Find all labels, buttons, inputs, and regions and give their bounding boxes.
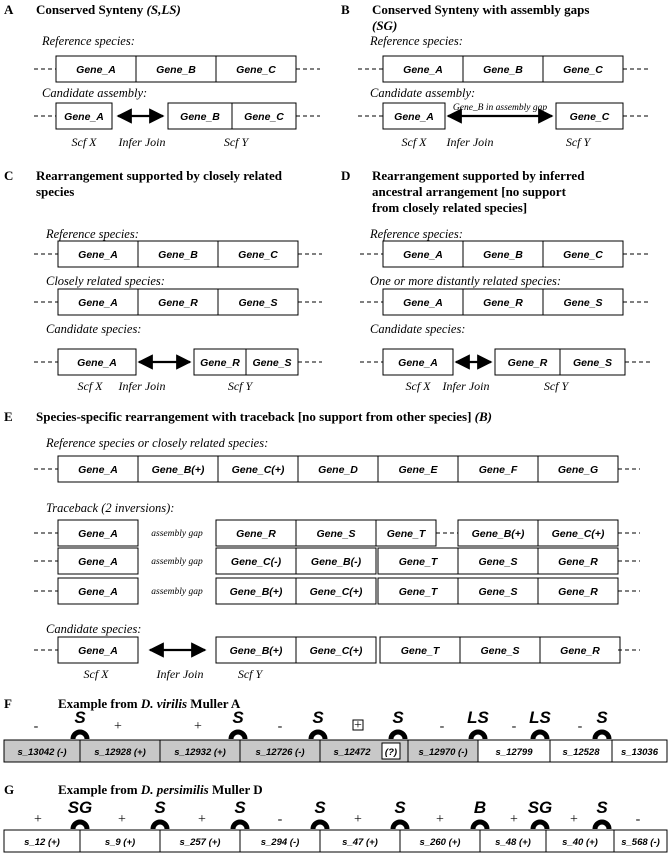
panel-g-scaffold-label-0: s_12 (+) [24, 837, 60, 848]
panel-f-junction-label-5: LS [529, 708, 551, 727]
panel-f-scaffold-label-3: s_12726 (-) [255, 747, 305, 758]
panel-f-orient-1: + [114, 719, 122, 734]
panel-g-scaffold-label-8: s_568 (-) [621, 837, 660, 848]
panel-e-title: Species-specific rearrangement with traceback [no support from other species] (B) [36, 409, 493, 424]
panel-b-gap-note: Gene_B in assembly gap [452, 103, 548, 113]
panel-g-junction-label-3: S [314, 798, 326, 817]
panel-g-orient-4: + [354, 812, 362, 827]
panel-g-junction-label-2: S [234, 798, 246, 817]
panel-g-orient-0: + [34, 812, 42, 827]
panel-e-tb-row0-t-label-0: Gene_T [386, 528, 426, 540]
panel-g-junction-label-6: SG [527, 798, 553, 817]
panel-e-tb-row2-mid-label-0: Gene_B(+) [229, 586, 283, 598]
panel-c-scf-y: Scf Y [227, 379, 253, 393]
panel-f-scaffold-label-0: s_13042 (-) [17, 747, 67, 758]
panel-f-junction-label-3: S [392, 708, 404, 727]
panel-b-ref-label: Reference species: [370, 34, 463, 48]
panel-g-junction-label-4: S [394, 798, 406, 817]
panel-e-ref-gene-label-2: Gene_C(+) [231, 464, 285, 476]
panel-g-junction-arc-2 [233, 822, 247, 829]
panel-g-junction-arc-7 [595, 822, 609, 829]
panel-g-scaffold-label-2: s_257 (+) [179, 837, 221, 848]
panel-d-cand-right-gene-label-1: Gene_S [572, 357, 613, 369]
panel-e-ref-gene-label-4: Gene_E [398, 464, 438, 476]
panel-e-tb-row1-mid-label-0: Gene_C(-) [230, 556, 282, 568]
panel-b-infer-join: Infer Join [446, 135, 494, 149]
panel-b-ref-gene-label-0: Gene_A [403, 64, 443, 76]
panel-a-cand-right-gene-label-0: Gene_B [180, 111, 220, 123]
panel-a-cand-label: Candidate assembly: [42, 86, 148, 100]
panel-b-cand-right-gene-label-0: Gene_C [569, 111, 610, 123]
panel-d-scf-y: Scf Y [543, 379, 569, 393]
panel-c-rel-label: Closely related species: [46, 274, 165, 288]
panel-d-letter: D [341, 168, 351, 183]
panel-a-infer-join: Infer Join [118, 135, 166, 149]
panel-e-tb-row0-mid-label-1: Gene_S [316, 528, 356, 540]
panel-b-ref-gene-label-1: Gene_B [483, 64, 523, 76]
panel-e-ref-label: Reference species or closely related species: [46, 436, 269, 450]
panel-a-ref-gene-label-0: Gene_A [76, 64, 116, 76]
panel-f-orient-0: - [33, 719, 39, 734]
panel-g-scaffold-label-1: s_9 (+) [104, 837, 136, 848]
panel-e-tb-row1-right-label-1: Gene_S [478, 556, 518, 568]
panel-e-cand-label: Candidate species: [46, 622, 142, 636]
panel-c-ref-gene-label-1: Gene_B [158, 249, 198, 261]
panel-e-tb-row2-right-label-1: Gene_S [478, 586, 518, 598]
panel-e-ref-gene-label-6: Gene_G [557, 464, 599, 476]
panel-f-junction-arc-6 [595, 732, 609, 739]
panel-a-ref-gene-label-2: Gene_C [236, 64, 276, 76]
panel-c-ref-label: Reference species: [46, 227, 139, 241]
panel-e-cand-mid-label-1: Gene_C(+) [309, 645, 363, 657]
panel-d-ref-gene-label-1: Gene_B [483, 249, 523, 261]
panel-g-orient-1: + [118, 812, 126, 827]
panel-e-ref-gene-label-3: Gene_D [318, 464, 358, 476]
panel-e-tb-row1-mid-label-1: Gene_B(-) [310, 556, 362, 568]
panel-f-unknown-label: (?) [384, 747, 398, 758]
panel-e-tb-row2-gene-a-label-0: Gene_A [78, 586, 118, 598]
panel-e-tb-row2-mid-label-1: Gene_C(+) [309, 586, 363, 598]
panel-g-orient-5: + [436, 812, 444, 827]
panel-e-tb-row0-gene-a-label-0: Gene_A [78, 528, 118, 540]
panel-e-traceback-label: Traceback (2 inversions): [46, 501, 175, 515]
panel-d-cand-left-gene-label-0: Gene_A [398, 357, 438, 369]
panel-a-letter: A [4, 2, 14, 17]
panel-e-letter: E [4, 409, 13, 424]
panel-e-cand-gene-a-label-0: Gene_A [78, 645, 118, 657]
panel-d-infer-join: Infer Join [442, 379, 490, 393]
panel-f-scaffold-label-5: s_12970 (-) [418, 747, 468, 758]
panel-g-orient-3: - [277, 812, 283, 827]
panel-f-orient-3: - [277, 719, 283, 734]
panel-b-cand-label: Candidate assembly: [370, 86, 476, 100]
panel-g-junction-arc-6 [533, 822, 547, 829]
panel-f-junction-label-0: S [74, 708, 86, 727]
panel-c-rel-gene-label-0: Gene_A [78, 297, 118, 309]
panel-g-title: Example from D. persimilis Muller D [58, 782, 263, 797]
panel-e-tb-row1-gap: assembly gap [151, 557, 203, 567]
panel-c-cand-right-gene-label-1: Gene_S [252, 357, 292, 369]
panel-c-cand-right-gene-label-0: Gene_R [200, 357, 240, 369]
panel-f-junction-label-6: S [596, 708, 608, 727]
panel-e-tb-row1-right-label-0: Gene_T [398, 556, 438, 568]
panel-b-scf-y: Scf Y [565, 135, 591, 149]
panel-g-junction-label-1: S [154, 798, 166, 817]
panel-g-orient-8: - [635, 812, 641, 827]
panel-b-ref-gene-label-2: Gene_C [563, 64, 603, 76]
panel-d-rel-label: One or more distantly related species: [370, 274, 562, 288]
panel-b-letter: B [341, 2, 350, 17]
panel-e-infer-join: Infer Join [156, 667, 204, 681]
panel-f-orient-5: - [439, 719, 445, 734]
panel-e-scf-y: Scf Y [237, 667, 263, 681]
panel-e-tb-row0-mid-label-0: Gene_R [236, 528, 276, 540]
panel-g-scaffold-label-6: s_48 (+) [495, 837, 531, 848]
panel-e-tb-row2-gap: assembly gap [151, 587, 203, 597]
panel-f-scaffold-label-2: s_12932 (+) [174, 747, 226, 758]
panel-c-ref-gene-label-2: Gene_C [238, 249, 278, 261]
panel-f-junction-label-1: S [232, 708, 244, 727]
panel-e-tb-row1-right-label-2: Gene_R [558, 556, 598, 568]
panel-f-junction-label-4: LS [467, 708, 489, 727]
panel-f-junction-arc-1 [231, 732, 245, 739]
panel-f-junction-arc-0 [73, 732, 87, 739]
panel-g-scaffold-label-7: s_40 (+) [562, 837, 598, 848]
panel-a-scf-x: Scf X [71, 135, 97, 149]
panel-g-junction-label-5: B [473, 798, 487, 817]
panel-e-tb-row0-right-label-1: Gene_C(+) [551, 528, 605, 540]
panel-e-ref-gene-label-0: Gene_A [78, 464, 118, 476]
panel-g-scaffold-label-5: s_260 (+) [419, 837, 461, 848]
panel-f-junction-arc-2 [311, 732, 325, 739]
panel-a-ref-label: Reference species: [42, 34, 135, 48]
panel-g-junction-arc-5 [473, 822, 487, 829]
panel-c-infer-join: Infer Join [118, 379, 166, 393]
panel-c-cand-left-gene-label-0: Gene_A [77, 357, 117, 369]
panel-f-orient-7: - [577, 719, 583, 734]
panel-g-junction-arc-3 [313, 822, 327, 829]
panel-e-ref-gene-label-5: Gene_F [478, 464, 518, 476]
panel-e-ref-gene-label-1: Gene_B(+) [151, 464, 205, 476]
panel-a-scf-y: Scf Y [223, 135, 249, 149]
panel-g-junction-arc-1 [153, 822, 167, 829]
panel-d-ref-label: Reference species: [370, 227, 463, 241]
panel-d-rel-gene-label-0: Gene_A [403, 297, 443, 309]
panel-a-cand-left-gene-label-0: Gene_A [64, 111, 104, 123]
panel-d-cand-label: Candidate species: [370, 322, 466, 336]
panel-g-orient-2: + [198, 812, 206, 827]
panel-f-orient-6: - [511, 719, 517, 734]
panel-f-junction-arc-4 [471, 732, 485, 739]
panel-f-scaffold-label-4: s_12472 [333, 747, 371, 758]
panel-g-scaffold-label-3: s_294 (-) [260, 837, 300, 848]
panel-e-tb-row0-right-label-0: Gene_B(+) [471, 528, 525, 540]
panel-d-ref-gene-label-0: Gene_A [403, 249, 443, 261]
panel-e-tb-row2-right-label-0: Gene_T [398, 586, 438, 598]
panel-g-letter: G [4, 782, 15, 797]
panel-d-rel-gene-label-2: Gene_S [563, 297, 603, 309]
panel-e-tb-row0-gap: assembly gap [151, 529, 203, 539]
panel-g-junction-arc-4 [393, 822, 407, 829]
panel-f-orient-4: + [354, 718, 362, 733]
panel-g-scaffold-label-4: s_47 (+) [342, 837, 378, 848]
panel-d-title: Rearrangement supported by inferred ancestral arrangement [no support from closely related species] [372, 168, 585, 215]
panel-c-scf-x: Scf X [77, 379, 103, 393]
panel-c-cand-label: Candidate species: [46, 322, 142, 336]
panel-e-cand-right-label-0: Gene_T [400, 645, 440, 657]
panel-a-title: Conserved Synteny (S,LS) [36, 2, 181, 17]
panel-g-junction-arc-0 [73, 822, 87, 829]
panel-c-rel-gene-label-1: Gene_R [158, 297, 198, 309]
panel-b-scf-x: Scf X [401, 135, 427, 149]
panel-g-orient-7: + [570, 812, 578, 827]
panel-g-junction-label-0: SG [67, 798, 93, 817]
panel-f-scaffold-label-8: s_13036 [621, 747, 658, 758]
panel-e-scf-x: Scf X [83, 667, 109, 681]
panel-f-junction-label-2: S [312, 708, 324, 727]
panel-c-ref-gene-label-0: Gene_A [78, 249, 118, 261]
panel-b-title: Conserved Synteny with assembly gaps (SG) [372, 2, 590, 33]
panel-f-title: Example from D. virilis Muller A [58, 696, 241, 711]
panel-d-ref-gene-label-2: Gene_C [563, 249, 603, 261]
panel-e-tb-row2-right-label-2: Gene_R [558, 586, 598, 598]
panel-d-cand-right-gene-label-0: Gene_R [507, 357, 548, 369]
panel-f-junction-arc-5 [533, 732, 547, 739]
panel-b-cand-left-gene-label-0: Gene_A [394, 111, 434, 123]
panel-d-rel-gene-label-1: Gene_R [483, 297, 523, 309]
panel-e-cand-right-label-2: Gene_R [560, 645, 600, 657]
panel-c-rel-gene-label-2: Gene_S [238, 297, 278, 309]
panel-c-letter: C [4, 168, 14, 183]
panel-d-scf-x: Scf X [405, 379, 431, 393]
panel-f-scaffold-label-1: s_12928 (+) [94, 747, 146, 758]
panel-g-orient-6: + [510, 812, 518, 827]
panel-f-letter: F [4, 696, 12, 711]
panel-f-scaffold-label-6: s_12799 [495, 747, 533, 758]
panel-a-cand-right-gene-label-1: Gene_C [244, 111, 284, 123]
panel-e-tb-row1-gene-a-label-0: Gene_A [78, 556, 118, 568]
panel-f-junction-arc-3 [391, 732, 405, 739]
panel-e-cand-mid-label-0: Gene_B(+) [229, 645, 283, 657]
panel-f-scaffold-label-7: s_12528 [562, 747, 600, 758]
panel-f-orient-2: + [194, 719, 202, 734]
panel-a-ref-gene-label-1: Gene_B [156, 64, 196, 76]
panel-e-cand-right-label-1: Gene_S [480, 645, 520, 657]
panel-g-junction-label-7: S [596, 798, 608, 817]
panel-c-title: Rearrangement supported by closely related species [36, 168, 283, 199]
